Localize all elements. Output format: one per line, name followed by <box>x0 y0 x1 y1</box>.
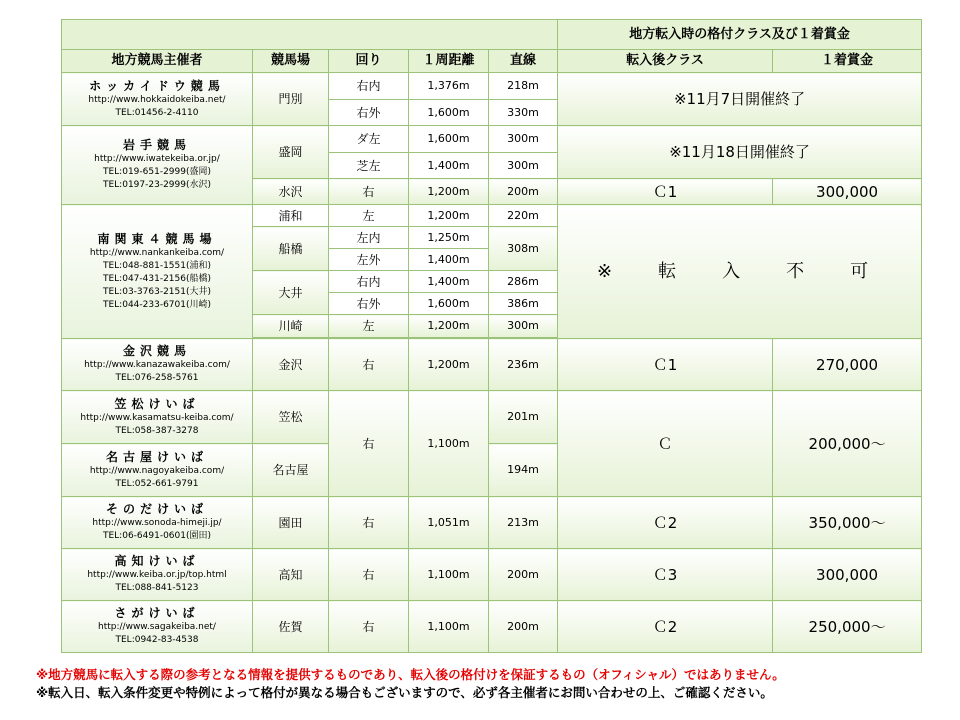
organizer-sonoda <box>62 497 253 549</box>
disclaimer-line-1: ※地方競馬に転入する際の参考となる情報を提供するものであり、転入後の格付けを保証するもの（オフィシャル）ではありません。 <box>36 667 785 682</box>
status-note: ※ 転 入 不 可 <box>558 205 922 339</box>
col-track: 競馬場 <box>253 50 329 73</box>
status-note: ※11月18日開催終了 <box>558 126 922 179</box>
distance: 1,400m <box>409 271 489 293</box>
organizer-tel: TEL:03-3763-2151(大井) <box>102 286 211 297</box>
organizer-tel: TEL:0942-83-4538 <box>115 635 199 645</box>
track-name: 金沢 <box>253 339 329 391</box>
organizer-tel: TEL:076-258-5761 <box>115 373 199 383</box>
organizer-hokkaido <box>62 73 253 126</box>
distance: 1,200m <box>409 205 489 227</box>
transfer-class: Ｃ1 <box>558 339 773 391</box>
table-row <box>62 339 922 391</box>
direction: 右 <box>329 497 409 549</box>
col-direction: 回り <box>329 50 409 73</box>
organizer-name: 名古屋けいば <box>105 449 208 464</box>
distance: 1,400m <box>409 153 489 179</box>
straight: 200m <box>489 179 558 205</box>
organizer-tel: TEL:047-431-2156(船橋) <box>102 273 211 284</box>
first-prize: 270,000 <box>773 339 922 391</box>
table-row <box>62 549 922 601</box>
organizer-tel: TEL:0197-23-2999(水沢) <box>102 180 211 190</box>
straight: 286m <box>489 271 558 293</box>
organizer-url[interactable]: http://www.nankankeiba.com/ <box>89 247 225 258</box>
organizer-url[interactable]: http://www.kanazawakeiba.com/ <box>84 360 230 370</box>
track-name: 園田 <box>253 497 329 549</box>
table-row <box>62 205 922 227</box>
disclaimer-line-2: ※転入日、転入条件変更や特例によって格付が異なる場合もございますので、必ず各主催者にお問い合わせの上、ご確認ください。 <box>36 685 773 700</box>
organizer-tel: TEL:01456-2-4110 <box>115 107 199 118</box>
organizer-url[interactable]: http://www.kasamatsu-keiba.com/ <box>80 412 234 423</box>
first-prize: 250,000～ <box>773 601 922 653</box>
track-name: 川崎 <box>253 315 329 338</box>
direction: 右外 <box>329 100 409 126</box>
col-class: 転入後クラス <box>558 50 773 73</box>
distance: 1,100m <box>409 391 489 497</box>
straight: 236m <box>489 339 558 391</box>
organizer-minami-kanto <box>62 205 253 339</box>
header-blank <box>62 20 558 50</box>
header-group-title: 地方転入時の格付クラス及び１着賞金 <box>558 20 922 50</box>
distance: 1,600m <box>409 100 489 126</box>
distance: 1,250m <box>409 227 489 249</box>
col-prize: １着賞金 <box>773 50 922 73</box>
organizer-name: そのだけいば <box>105 502 208 516</box>
distance: 1,100m <box>409 601 489 653</box>
status-note: ※11月7日開催終了 <box>558 73 922 126</box>
table-row <box>62 601 922 653</box>
organizer-kanazawa <box>62 339 253 391</box>
straight: 213m <box>489 497 558 549</box>
organizer-nagoya <box>62 444 253 497</box>
track-name: 水沢 <box>253 179 329 205</box>
organizer-name: ホッカイドウ競馬 <box>89 78 225 93</box>
organizer-tel: TEL:048-881-1551(浦和) <box>102 260 211 271</box>
straight: 300m <box>489 126 558 153</box>
straight: 386m <box>489 293 558 315</box>
first-prize: 300,000 <box>773 549 922 601</box>
distance: 1,200m <box>409 339 489 391</box>
track-name: 門別 <box>253 73 329 126</box>
first-prize: 350,000～ <box>773 497 922 549</box>
transfer-class: Ｃ <box>558 391 773 497</box>
straight: 330m <box>489 100 558 126</box>
transfer-class-table <box>61 19 922 653</box>
distance: 1,100m <box>409 549 489 601</box>
organizer-url[interactable]: http://www.iwatekeiba.or.jp/ <box>94 154 220 164</box>
organizer-tel: TEL:019-651-2999(盛岡) <box>102 167 211 177</box>
distance: 1,200m <box>409 315 489 338</box>
direction: 左外 <box>329 249 409 271</box>
table-row <box>62 73 922 100</box>
distance: 1,376m <box>409 73 489 100</box>
direction: 右 <box>329 601 409 653</box>
track-name: 名古屋 <box>253 444 329 497</box>
organizer-kochi <box>62 549 253 601</box>
track-name: 笠松 <box>253 391 329 444</box>
organizer-name: 高知けいば <box>114 554 200 568</box>
organizer-url[interactable]: http://www.sagakeiba.net/ <box>98 622 216 632</box>
direction: 右外 <box>329 293 409 315</box>
track-name: 船橋 <box>253 227 329 271</box>
direction: 右内 <box>329 73 409 100</box>
straight: 300m <box>489 153 558 179</box>
direction: 左 <box>329 205 409 227</box>
organizer-name: さがけいば <box>114 606 200 620</box>
organizer-tel: TEL:052-661-9791 <box>115 478 199 489</box>
direction: 右 <box>329 549 409 601</box>
direction: 左内 <box>329 227 409 249</box>
first-prize: 300,000 <box>773 179 922 205</box>
straight: 218m <box>489 73 558 100</box>
distance: 1,400m <box>409 249 489 271</box>
col-distance: １周距離 <box>409 50 489 73</box>
track-name: 高知 <box>253 549 329 601</box>
organizer-saga <box>62 601 253 653</box>
organizer-url[interactable]: http://www.nagoyakeiba.com/ <box>89 465 225 476</box>
organizer-name: 金沢競馬 <box>122 344 191 358</box>
transfer-class: Ｃ3 <box>558 549 773 601</box>
direction: 右 <box>329 339 409 391</box>
transfer-class: Ｃ2 <box>558 601 773 653</box>
col-straight: 直線 <box>489 50 558 73</box>
organizer-tel: TEL:044-233-6701(川崎) <box>102 299 211 310</box>
track-name: 浦和 <box>253 205 329 227</box>
direction: ダ左 <box>329 126 409 153</box>
straight: 200m <box>489 549 558 601</box>
distance: 1,600m <box>409 126 489 153</box>
table-row <box>62 126 922 153</box>
distance: 1,600m <box>409 293 489 315</box>
track-name: 盛岡 <box>253 126 329 179</box>
table-row <box>62 391 922 444</box>
track-name: 大井 <box>253 271 329 315</box>
disclaimer-notes <box>36 666 956 702</box>
col-organizer: 地方競馬主催者 <box>62 50 253 73</box>
direction: 右内 <box>329 271 409 293</box>
distance: 1,051m <box>409 497 489 549</box>
straight: 220m <box>489 205 558 227</box>
organizer-name: 岩手競馬 <box>122 138 191 152</box>
straight: 201m <box>489 391 558 444</box>
organizer-tel: TEL:088-841-5123 <box>115 583 199 593</box>
track-name: 佐賀 <box>253 601 329 653</box>
organizer-url[interactable]: http://www.sonoda-himeji.jp/ <box>92 518 222 528</box>
organizer-tel: TEL:06-6491-0601(園田) <box>102 531 211 541</box>
organizer-url[interactable]: http://www.hokkaidokeiba.net/ <box>88 94 226 105</box>
direction: 左 <box>329 315 409 338</box>
transfer-class: Ｃ1 <box>558 179 773 205</box>
organizer-kasamatsu <box>62 391 253 444</box>
direction: 芝左 <box>329 153 409 179</box>
organizer-iwate <box>62 126 253 205</box>
organizer-url[interactable]: http://www.keiba.or.jp/top.html <box>87 570 227 580</box>
direction: 右 <box>329 179 409 205</box>
organizer-tel: TEL:058-387-3278 <box>115 425 199 436</box>
straight: 308m <box>489 227 558 271</box>
direction: 右 <box>329 391 409 497</box>
straight: 194m <box>489 444 558 497</box>
straight: 300m <box>489 315 558 338</box>
straight: 200m <box>489 601 558 653</box>
transfer-class: Ｃ2 <box>558 497 773 549</box>
table-row <box>62 497 922 549</box>
organizer-name: 南関東４競馬場 <box>97 231 217 246</box>
distance: 1,200m <box>409 179 489 205</box>
organizer-name: 笠松けいば <box>114 396 200 411</box>
first-prize: 200,000～ <box>773 391 922 497</box>
